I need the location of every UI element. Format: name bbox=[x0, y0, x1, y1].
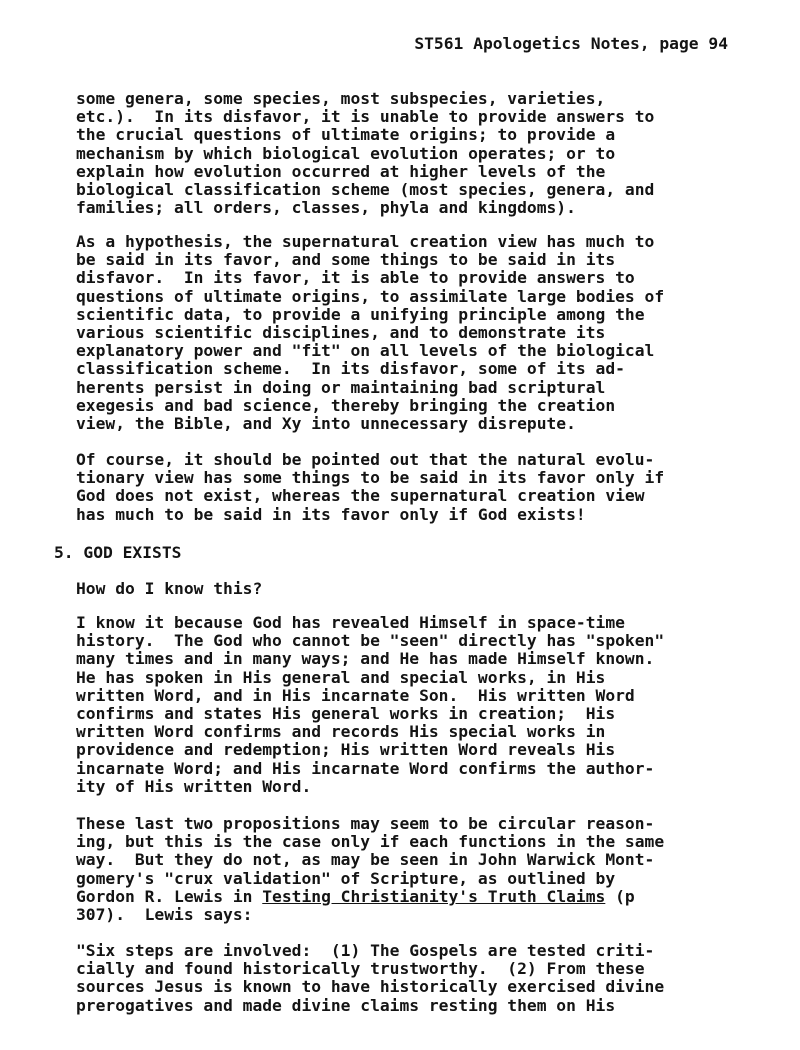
paragraph-quote bbox=[76, 942, 776, 1015]
page-header: ST561 Apologetics Notes, page 94 bbox=[414, 34, 728, 53]
text-line: prerogatives and made divine claims resting them on His bbox=[76, 995, 616, 1015]
section-heading: 5. GOD EXISTS bbox=[54, 543, 182, 562]
paragraph-of-course bbox=[76, 451, 776, 524]
text-line: various scientific disciplines, and to demonstrate its bbox=[76, 323, 606, 343]
text-line: These last two propositions may seem to be circular reason- bbox=[76, 814, 655, 833]
text-line: explain how evolution occurred at higher levels of the bbox=[76, 161, 606, 181]
text-line: How do I know this? bbox=[76, 579, 263, 598]
text-line: As a hypothesis, the supernatural creation view has much to bbox=[76, 232, 655, 251]
text-line: ity of His written Word. bbox=[76, 776, 312, 796]
text-line: some genera, some species, most subspecies, varieties, bbox=[76, 89, 606, 108]
text-line: families; all orders, classes, phyla and kingdoms). bbox=[76, 198, 576, 218]
paragraph-question bbox=[76, 580, 776, 598]
text-line: mechanism by which biological evolution operates; or to bbox=[76, 143, 616, 163]
text-line: history. The God who cannot be "seen" directly has "spoken" bbox=[76, 631, 665, 651]
text-line-with-citation bbox=[76, 888, 776, 906]
text-line: classification scheme. In its disfavor, some of its ad- bbox=[76, 359, 625, 379]
text-line: has much to be said in its favor only if God exists! bbox=[76, 504, 586, 524]
text-line: providence and redemption; His written Word reveals His bbox=[76, 740, 616, 760]
text-line: I know it because God has revealed Himself in space-time bbox=[76, 613, 625, 632]
book-title: Testing Christianity's Truth Claims bbox=[262, 886, 606, 906]
text-line: tionary view has some things to be said in its favor only if bbox=[76, 468, 665, 488]
paragraph-revelation bbox=[76, 614, 776, 796]
text-line: be said in its favor, and some things to be said in its bbox=[76, 250, 616, 270]
text-line: biological classification scheme (most species, genera, and bbox=[76, 180, 655, 200]
text-line: Of course, it should be pointed out that the natural evolu- bbox=[76, 450, 655, 469]
text-fragment: Gordon R. Lewis in bbox=[76, 886, 263, 906]
text-line: 307). Lewis says: bbox=[76, 905, 253, 925]
text-line: cially and found historically trustworthy. (2) From these bbox=[76, 959, 645, 979]
text-line: "Six steps are involved: (1) The Gospels are tested criti- bbox=[76, 941, 655, 960]
text-line: God does not exist, whereas the supernatural creation view bbox=[76, 486, 645, 506]
text-line: disfavor. In its favor, it is able to provide answers to bbox=[76, 268, 635, 288]
paragraph-circular-reasoning bbox=[76, 815, 776, 924]
text-line: view, the Bible, and Xy into unnecessary disrepute. bbox=[76, 414, 576, 434]
text-line: He has spoken in His general and special works, in His bbox=[76, 667, 606, 687]
text-line: explanatory power and "fit" on all levels of the biological bbox=[76, 341, 655, 361]
text-line: scientific data, to provide a unifying principle among the bbox=[76, 304, 645, 324]
text-line: way. But they do not, as may be seen in John Warwick Mont- bbox=[76, 850, 655, 870]
text-line: ing, but this is the case only if each functions in the same bbox=[76, 832, 665, 852]
text-line: incarnate Word; and His incarnate Word confirms the author- bbox=[76, 758, 655, 778]
text-line: the crucial questions of ultimate origins; to provide a bbox=[76, 125, 616, 145]
text-line: gomery's "crux validation" of Scripture, as outlined by bbox=[76, 868, 616, 888]
text-fragment: (p bbox=[605, 886, 635, 906]
text-line: questions of ultimate origins, to assimilate large bodies of bbox=[76, 286, 665, 306]
text-line: confirms and states His general works in creation; His bbox=[76, 704, 616, 724]
paragraph-evolution-disfavor bbox=[76, 90, 776, 217]
text-line: etc.). In its disfavor, it is unable to provide answers to bbox=[76, 107, 655, 127]
paragraph-creation-view bbox=[76, 233, 776, 433]
text-line: exegesis and bad science, thereby bringing the creation bbox=[76, 395, 616, 415]
text-line: written Word, and in His incarnate Son. His written Word bbox=[76, 685, 635, 705]
text-line: herents persist in doing or maintaining bad scriptural bbox=[76, 377, 606, 397]
text-line: sources Jesus is known to have historically exercised divine bbox=[76, 977, 665, 997]
text-line: written Word confirms and records His special works in bbox=[76, 722, 606, 742]
text-line: many times and in many ways; and He has made Himself known. bbox=[76, 649, 655, 669]
